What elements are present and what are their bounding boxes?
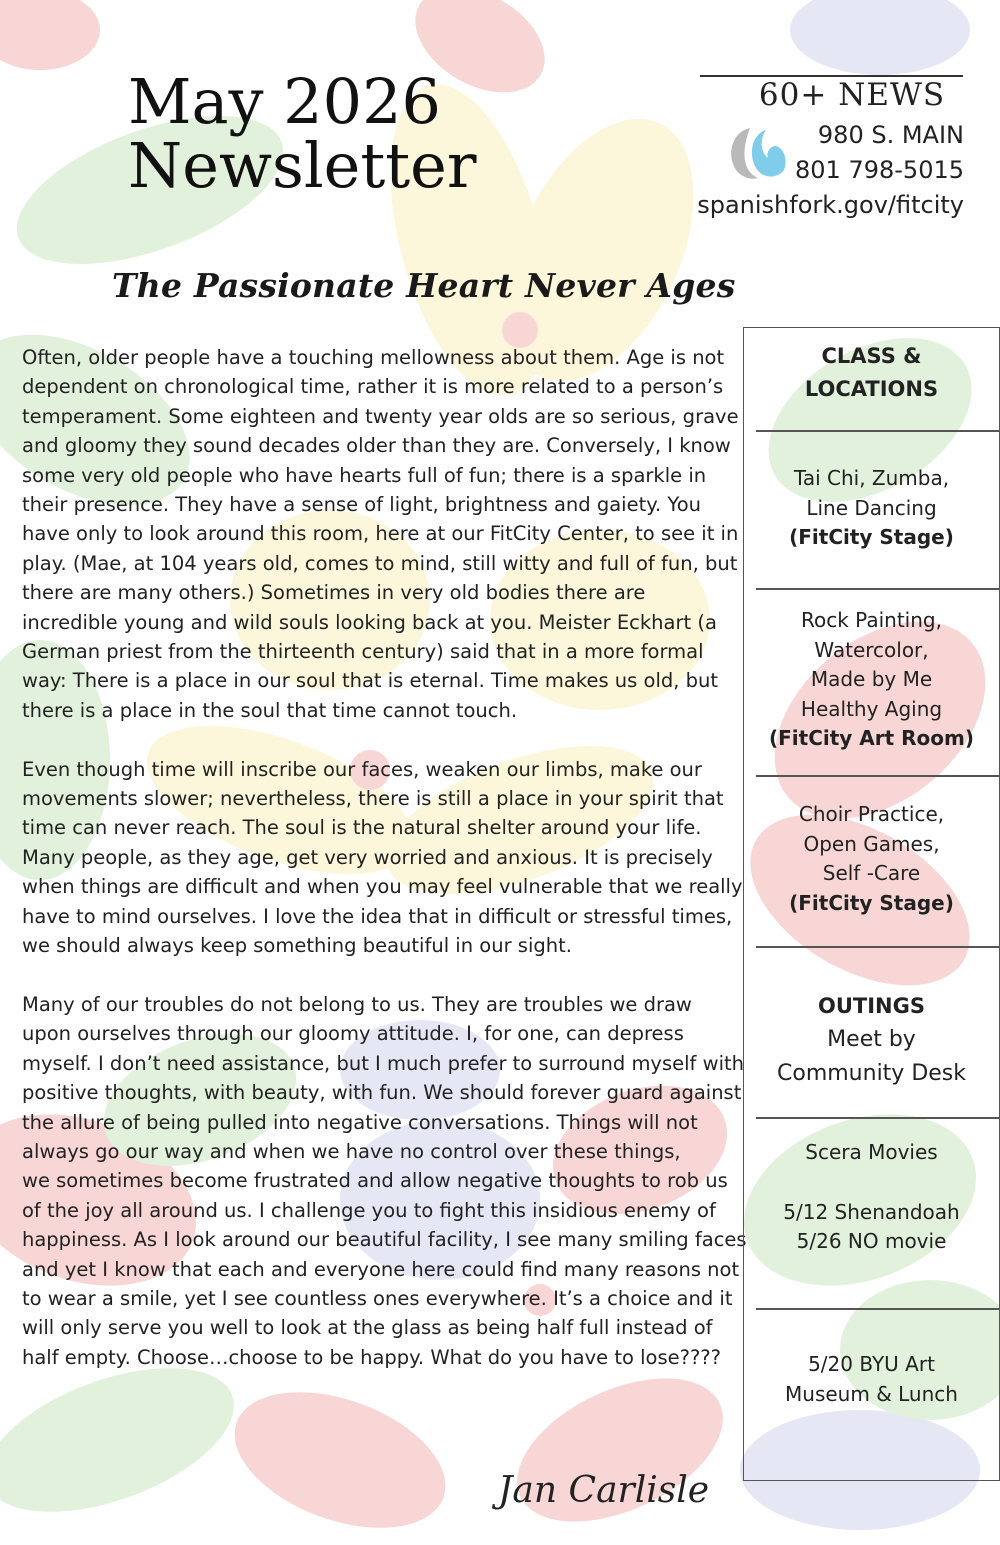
outings-heading: OUTINGS xyxy=(818,994,925,1018)
article-paragraph-2: Even though time will inscribe our faces, weaken our limbs, make our movements slower; nevertheless, there is still a place in your spirit that time can never reach. The soul is the natural shelter around your life. Many people, as they age, get very worried and anxious. It is precisely when things are difficult and when you may feel vulnerable that we really have to mind ourselves. I love the idea that in difficult or stressful times, we should always keep something beautiful in our sight. xyxy=(22,757,743,958)
class-group-2 xyxy=(744,606,999,754)
article-paragraph-4: we sometimes become frustrated and allow negative thoughts to rob us of the joy all around us. I challenge you to fight this insidious enemy of happiness. As I look around our beautiful facility, I see many smiling faces and yet I know that each and everyone here could find many reasons not to wear a smile, yet I see countless ones everywhere. It’s a choice and it will only serve you well to look at the glass as being half full instead of half empty. Choose…choose to be happy. What do you have to lose???? xyxy=(22,1169,747,1369)
website-link[interactable]: spanishfork.gov/fitcity xyxy=(697,191,964,219)
classes-heading-line2: LOCATIONS xyxy=(804,377,939,401)
outings-meet-line: Meet by xyxy=(827,1027,916,1052)
class-location: (FitCity Stage) xyxy=(789,890,954,915)
movies-title: Scera Movies xyxy=(805,1140,938,1164)
class-item: Choir Practice, xyxy=(798,802,945,826)
museum-outing-line2: Museum & Lunch xyxy=(785,1381,958,1406)
newsletter-title xyxy=(128,65,477,202)
title-month: May 2026 xyxy=(128,65,441,138)
author-signature: Jan Carlisle xyxy=(498,1470,710,1511)
class-item: Made by Me xyxy=(810,667,933,691)
title-newsletter: Newsletter xyxy=(128,129,477,202)
movie-item: 5/12 Shenandoah xyxy=(783,1199,960,1224)
class-item: Self -Care xyxy=(822,861,921,885)
address: 980 S. MAIN xyxy=(817,121,964,149)
class-item: Watercolor, xyxy=(814,637,929,662)
sidebar-divider xyxy=(756,775,1000,777)
outings-section xyxy=(744,990,999,1091)
article-body xyxy=(22,343,747,1372)
class-location: (FitCity Art Room) xyxy=(768,726,975,750)
outings-desk-line: Community Desk xyxy=(777,1061,966,1086)
sidebar-divider xyxy=(756,946,1000,948)
class-item: Healthy Aging xyxy=(800,696,943,721)
movie-item: 5/26 NO movie xyxy=(796,1229,947,1253)
sidebar-divider xyxy=(756,1308,1000,1310)
class-location: (FitCity Stage) xyxy=(789,525,954,549)
class-group-3 xyxy=(744,800,999,918)
phone-number[interactable]: 801 798-5015 xyxy=(795,156,964,184)
class-item: Open Games, xyxy=(803,831,940,856)
contact-block xyxy=(680,76,964,223)
classes-heading xyxy=(744,340,999,406)
class-item: Tai Chi, Zumba, xyxy=(793,466,950,490)
article-paragraph-3: Many of our troubles do not belong to us. They are troubles we draw upon ourselves through our gloomy attitude. I, for one, can depress myself. I don’t need assistance, but I much prefer to surround myself with positive thoughts, with beauty, with fun. We should forever guard against the allure of being pulled into negative conversations. Things will not always go our way and when we have no control over these things, xyxy=(22,992,744,1163)
sixty-plus-news-label: 60+ NEWS xyxy=(758,77,946,113)
sidebar-divider xyxy=(756,588,1000,590)
class-group-1 xyxy=(744,464,999,553)
sidebar-divider xyxy=(756,1117,1000,1119)
class-item: Rock Painting, xyxy=(801,608,942,632)
movies-section xyxy=(744,1138,999,1257)
article-paragraph-1: Often, older people have a touching mellowness about them. Age is not dependent on chronological time, rather it is more related to a person’s temperament. Some eighteen and twenty year olds are so serious, grave and gloomy they sound decades older than they are. Conversely, I know some very old people who have hearts full of fun; there is a sparkle in their presence. They have a sense of light, brightness and gaiety. You have only to look around this room, here at our FitCity Center, to see it in play. (Mae, at 104 years old, comes to mind, still witty and full of fun, but there are many others.) Sometimes in very old bodies there are incredible young and wild souls looking back at you. Meister Eckhart (a German priest from the thirteenth century) said that in a more formal way: There is a place in our soul that is eternal. Time makes us old, but there is a place in the soul that time cannot touch. xyxy=(22,346,739,722)
classes-heading-line1: CLASS & xyxy=(821,344,922,368)
article-subtitle: The Passionate Heart Never Ages xyxy=(112,266,736,305)
museum-section xyxy=(744,1350,999,1409)
museum-outing-line1: 5/20 BYU Art xyxy=(808,1352,935,1376)
sidebar-schedule xyxy=(743,327,1000,1481)
sidebar-divider xyxy=(756,430,1000,432)
class-item: Line Dancing xyxy=(806,495,937,520)
